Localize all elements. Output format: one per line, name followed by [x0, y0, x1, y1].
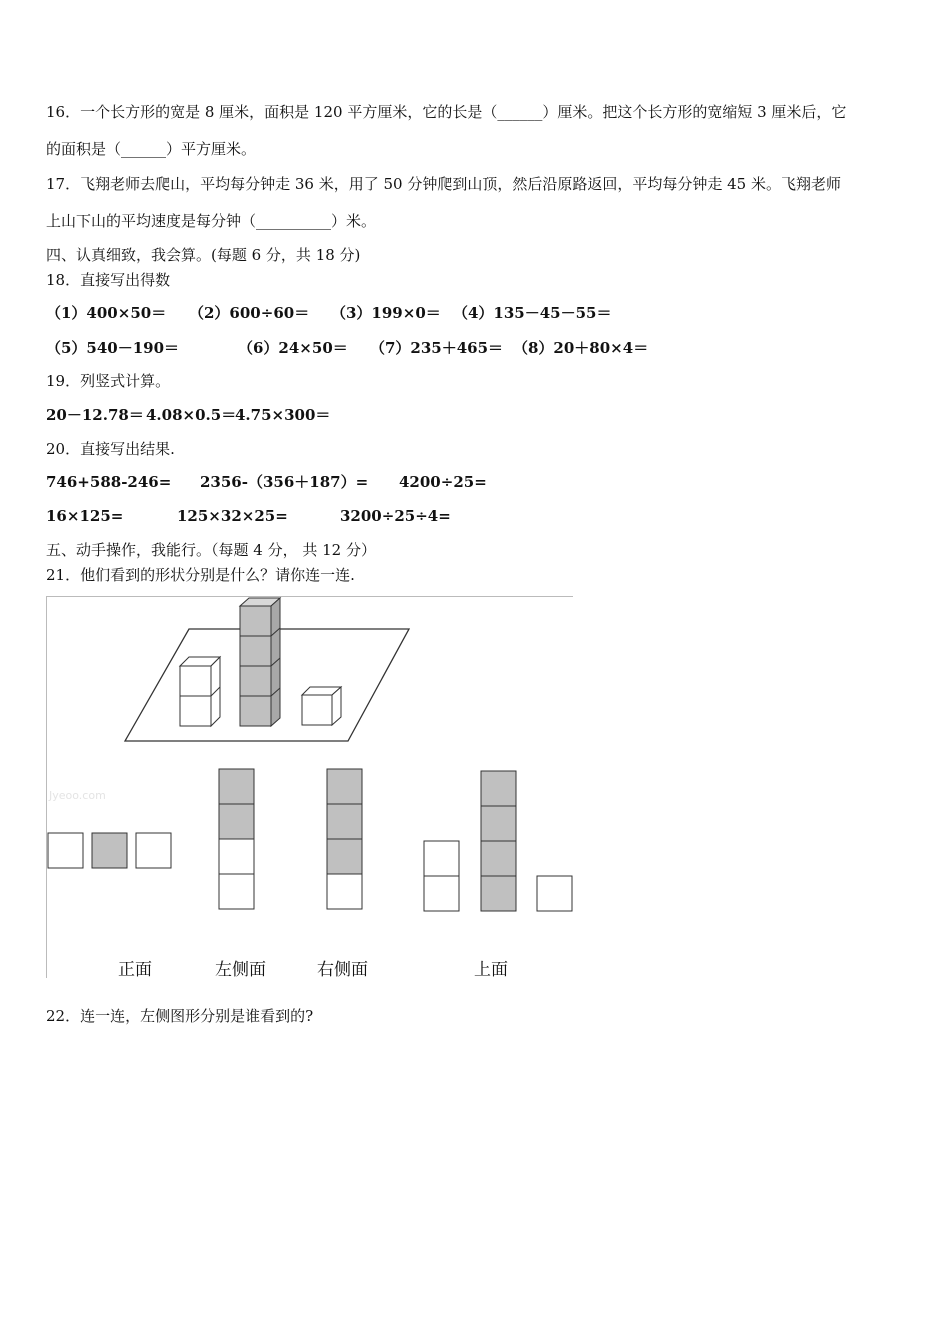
- q20-item-6: 3200÷25÷4=: [340, 507, 451, 525]
- q19-item-3: 4.75×300＝: [235, 406, 331, 424]
- caption-right-side: 右侧面: [317, 960, 368, 978]
- q18-item-7: （7）235＋465＝: [370, 339, 504, 357]
- q17-line1: 17．飞翔老师去爬山，平均每分钟走 36 米，用了 50 分钟爬到山顶，然后沿原路返回，平均每分钟走 45 米。飞翔老师: [46, 175, 841, 193]
- section4-heading: 四、认真细致，我会算。(每题 6 分，共 18 分): [46, 246, 361, 264]
- q18-item-6: （6）24×50＝: [238, 339, 348, 357]
- q16-line2: 的面积是（______）平方厘米。: [46, 140, 257, 158]
- q18-item-2: （2）600÷60＝: [189, 304, 310, 322]
- q18-item-3: （3）199×0＝: [331, 304, 441, 322]
- q20-item-1: 746+588-246=: [46, 473, 172, 491]
- q19-title: 19．列竖式计算。: [46, 372, 171, 390]
- q21-figure: [46, 596, 573, 978]
- q18-item-8: （8）20＋80×4＝: [513, 339, 649, 357]
- right-single-cube: [302, 687, 341, 725]
- caption-left-side: 左侧面: [215, 960, 266, 978]
- q17-line2: 上山下山的平均速度是每分钟（__________）米。: [46, 212, 377, 230]
- watermark-text: Jyeoo.com: [49, 789, 106, 802]
- view-front-option: [48, 833, 171, 868]
- left-cube-stack: [180, 657, 220, 726]
- view-left-option: [219, 769, 254, 909]
- caption-top: 上面: [474, 960, 508, 978]
- q18-title: 18．直接写出得数: [46, 271, 171, 289]
- q20-item-3: 4200÷25=: [399, 473, 487, 491]
- view-top-option: [424, 771, 572, 911]
- q18-item-1: （1）400×50＝: [46, 304, 167, 322]
- q20-title: 20．直接写出结果.: [46, 440, 175, 458]
- q20-item-2: 2356-（356＋187）=: [200, 473, 369, 491]
- q18-item-4: （4）135－45－55＝: [453, 304, 612, 322]
- q20-item-5: 125×32×25=: [177, 507, 288, 525]
- view-right-option: [327, 769, 362, 909]
- q18-item-5: （5）540－190＝: [46, 339, 180, 357]
- q22-title: 22．连一连，左侧图形分别是谁看到的?: [46, 1007, 314, 1025]
- q20-item-4: 16×125=: [46, 507, 124, 525]
- caption-front: 正面: [118, 960, 152, 978]
- q19-item-2: 4.08×0.5＝: [146, 406, 237, 424]
- q19-item-1: 20－12.78＝: [46, 406, 144, 424]
- section5-heading: 五、动手操作，我能行。（每题 4 分， 共 12 分）: [46, 541, 376, 559]
- q21-title: 21．他们看到的形状分别是什么？请你连一连.: [46, 566, 355, 584]
- middle-cube-stack: [240, 598, 280, 726]
- q16-line1: 16．一个长方形的宽是 8 厘米，面积是 120 平方厘米，它的长是（______）厘米。把这个长方形的宽缩短 3 厘米后，它: [46, 103, 847, 121]
